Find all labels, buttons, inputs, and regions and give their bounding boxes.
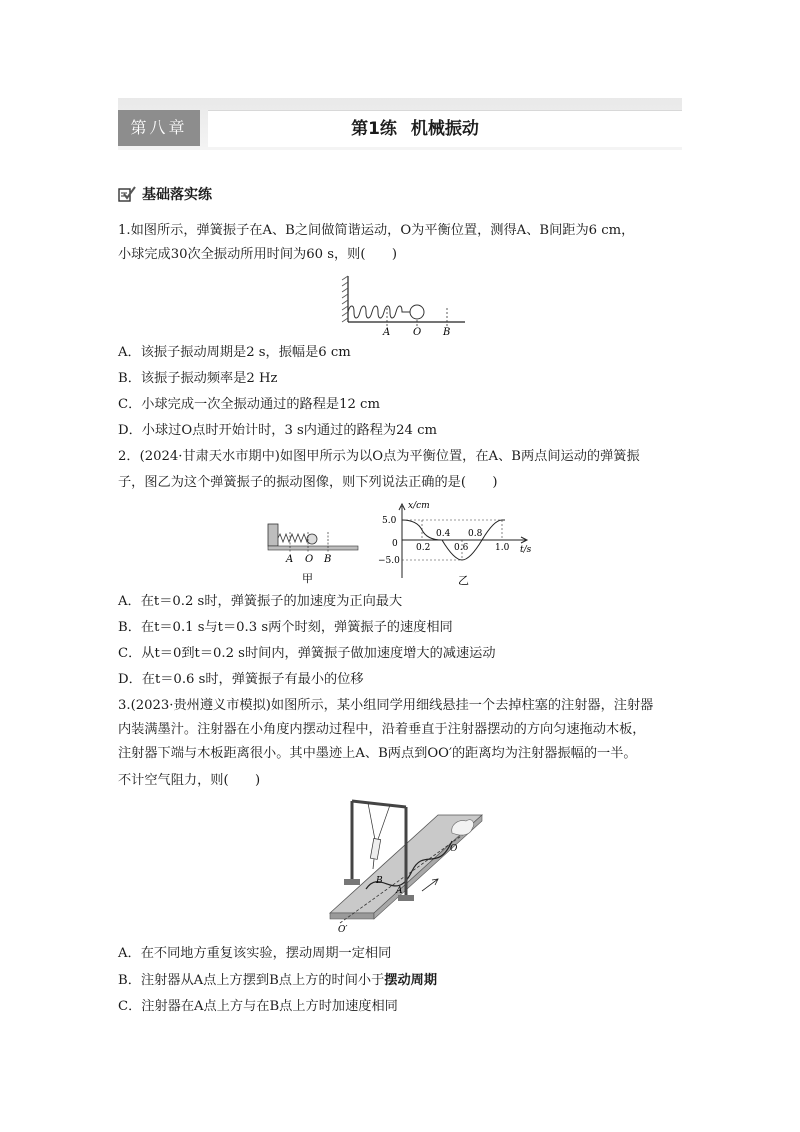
q3-line2: 内装满墨汁。注射器在小角度内摆动过程中，沿着垂直于注射器摆动的方向匀速拖动木板， xyxy=(118,722,646,737)
q1-option-d: D．小球过O点时开始计时，3 s内通过的路程为24 cm xyxy=(118,423,437,438)
q2-yi-caption: 乙 xyxy=(458,574,469,587)
q2-jia-label-a: A xyxy=(286,554,294,565)
q1-option-a: A．该振子振动周期是2 s，振幅是6 cm xyxy=(118,345,351,360)
q2-yi-t02: 0.2 xyxy=(416,543,431,553)
q2-option-b: B．在t＝0.1 s与t＝0.3 s两个时刻，弹簧振子的速度相同 xyxy=(118,620,453,635)
q1-label-b: B xyxy=(443,327,451,336)
q2-yi-t08: 0.8 xyxy=(468,529,483,539)
q3-line1: 3.(2023·贵州遵义市模拟)如图所示，某小组同学用细线悬挂一个去掉柱塞的注射器，注射器 xyxy=(118,698,654,713)
q2-figure-yi xyxy=(374,500,544,590)
q1-line1: 1.如图所示，弹簧振子在A、B之间做简谐运动，O为平衡位置，测得A、B间距为6 cm， xyxy=(118,223,635,238)
q2-line1: 2．(2024·甘肃天水市期中)如图甲所示为以O点为平衡位置，在A、B两点间运动的弹簧振 xyxy=(118,449,640,464)
q2-jia-label-b: B xyxy=(324,554,332,565)
section-label: 基础落实练 xyxy=(142,187,212,203)
q3-option-c: C．注射器在A点上方与在B点上方时加速度相同 xyxy=(118,999,398,1014)
checklist-icon xyxy=(118,186,136,202)
page-title xyxy=(208,111,682,147)
q3-label-b: B xyxy=(376,876,383,886)
q3-label-o-prime: O′ xyxy=(338,925,348,935)
chapter-label: 第八章 xyxy=(118,110,200,146)
q2-option-d: D．在t＝0.6 s时，弹簧振子有最小的位移 xyxy=(118,672,364,687)
q3-option-a: A．在不同地方重复该实验，摆动周期一定相同 xyxy=(118,946,392,961)
q3-label-a: A xyxy=(396,886,403,896)
q1-option-b: B．该振子振动频率是2 Hz xyxy=(118,371,278,386)
q2-yi-origin: 0 xyxy=(392,539,398,549)
q2-yi-ybottom: −5.0 xyxy=(378,556,400,566)
q2-jia-label-o: O xyxy=(305,554,314,565)
title-box xyxy=(208,110,682,147)
q1-line2: 小球完成30次全振动所用时间为60 s，则( ) xyxy=(118,247,397,262)
q2-jia-caption: 甲 xyxy=(302,572,313,585)
q3-option-b xyxy=(118,971,437,991)
q3-line4: 不计空气阻力，则( ) xyxy=(118,773,261,788)
chapter-header xyxy=(118,98,682,150)
q3-label-o: O xyxy=(450,844,458,854)
q2-line2: 子，图乙为这个弹簧振子的振动图像，则下列说法正确的是( ) xyxy=(118,475,498,490)
q2-yi-ylabel: x/cm xyxy=(408,501,430,511)
q2-option-a: A．在t＝0.2 s时，弹簧振子的加速度为正向最大 xyxy=(118,594,403,609)
section-heading xyxy=(118,183,212,205)
q2-yi-t10: 1.0 xyxy=(495,543,510,553)
q1-label-o: O xyxy=(413,327,422,336)
q2-option-c: C．从t＝0到t＝0.2 s时间内，弹簧振子做加速度增大的减速运动 xyxy=(118,646,496,661)
q3-syringe-figure xyxy=(326,795,486,935)
q3-option-b-bold: 摆动周期 xyxy=(384,973,438,988)
q1-label-a: A xyxy=(383,327,391,336)
q3-option-b-text: B．注射器从A点上方摆到B点上方的时间小于 xyxy=(118,973,385,988)
title-number: 第1练 xyxy=(351,119,397,139)
q2-yi-t04: 0.4 xyxy=(436,529,451,539)
q2-yi-t06: 0.6 xyxy=(454,543,469,553)
q1-option-c: C．小球完成一次全振动通过的路程是12 cm xyxy=(118,397,380,412)
q2-figure-jia xyxy=(266,518,366,588)
q1-spring-figure xyxy=(340,272,470,336)
title-name: 机械振动 xyxy=(410,119,479,139)
q3-line3: 注射器下端与木板距离很小。其中墨迹上A、B两点到OO′的距离均为注射器振幅的一半。 xyxy=(118,746,637,761)
q2-yi-ytop: 5.0 xyxy=(382,516,397,526)
q2-yi-xlabel: t/s xyxy=(520,545,532,555)
